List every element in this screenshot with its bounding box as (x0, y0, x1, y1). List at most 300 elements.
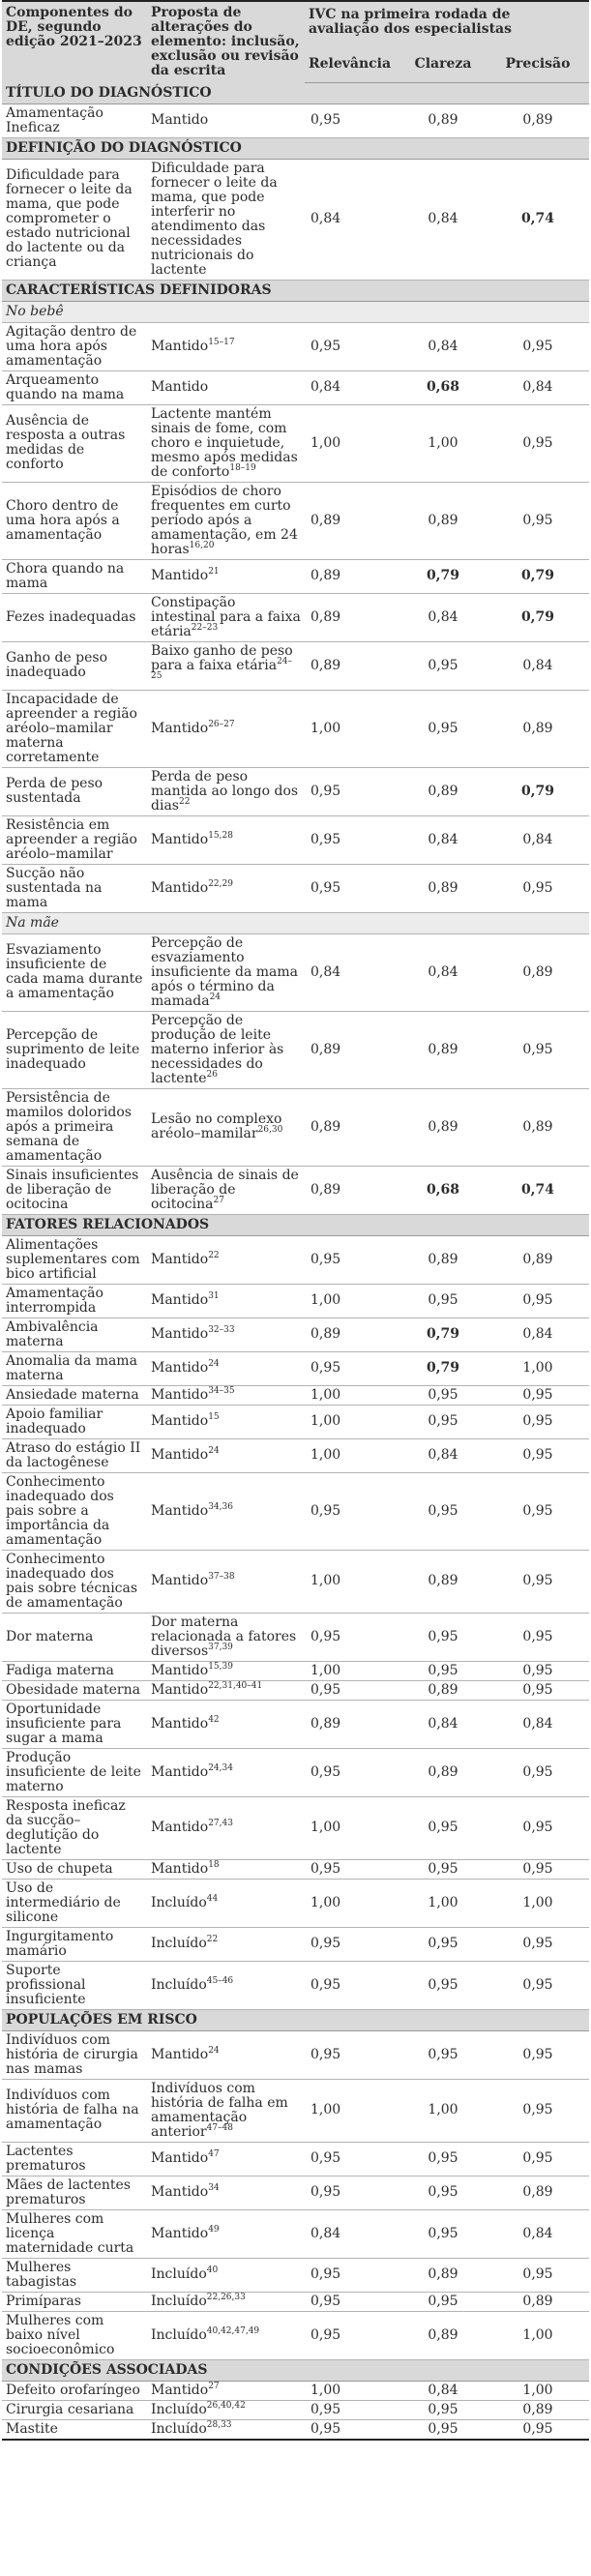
table-row (2, 2079, 589, 2142)
relevancia-value: 0,95 (305, 1613, 399, 1661)
reference-superscript: 45–46 (206, 1975, 234, 1986)
clareza-value: 0,95 (399, 641, 487, 690)
clareza-value: 0,89 (399, 482, 487, 559)
relevancia-value: 0,89 (305, 593, 399, 641)
proposal-cell (147, 322, 305, 370)
reference-superscript: 21 (208, 567, 220, 577)
proposal-cell (147, 2176, 305, 2209)
proposal-text: Ausência de sinais de liberação de ocitocina (151, 1167, 299, 1212)
clareza-value: 0,95 (399, 2176, 487, 2209)
component-cell: Uso de chupeta (2, 1859, 147, 1879)
proposal-cell (147, 1680, 305, 1700)
relevancia-value: 0,95 (305, 1859, 399, 1879)
header-components: Componentes do DE, segundo edição 2021–2023 (2, 1, 147, 82)
proposal-text: Mantido (151, 1662, 209, 1678)
reference-superscript: 22 (208, 1250, 220, 1260)
relevancia-value: 0,95 (305, 2258, 399, 2292)
section-heading: POPULAÇÕES EM RISCO (2, 2009, 589, 2030)
relevancia-value: 1,00 (305, 2381, 399, 2400)
relevancia-value: 1,00 (305, 1405, 399, 1438)
component-cell: Incapacidade de apreender a região aréolo–mamilar materna corretamente (2, 690, 147, 767)
proposal-text: Incluído (151, 2420, 207, 2437)
precisao-value: 0,79 (487, 767, 589, 815)
relevancia-value: 0,95 (305, 2311, 399, 2359)
header-relevancia: Relevância (305, 51, 399, 82)
relevancia-value: 0,89 (305, 1088, 399, 1166)
precisao-value: 0,74 (487, 1166, 589, 1214)
precisao-value: 0,84 (487, 370, 589, 404)
clareza-value: 0,95 (399, 2292, 487, 2311)
clareza-value: 0,95 (399, 1405, 487, 1438)
proposal-cell (147, 2142, 305, 2176)
proposal-text: Incluído (151, 2326, 207, 2343)
reference-superscript: 26,40,42 (206, 2400, 246, 2411)
component-cell: Oportunidade insuficiente para sugar a mama (2, 1700, 147, 1748)
proposal-text: Mantido (151, 2382, 209, 2398)
header-ivc: IVC na primeira rodada de avaliação dos especialistas (305, 1, 589, 51)
proposal-cell (147, 593, 305, 641)
relevancia-value: 1,00 (305, 1879, 399, 1927)
clareza-value: 0,95 (399, 1796, 487, 1859)
table-row (2, 1318, 589, 1351)
precisao-value: 1,00 (487, 1879, 589, 1927)
relevancia-value: 0,89 (305, 1700, 399, 1748)
component-cell: Ganho de peso inadequado (2, 641, 147, 690)
precisao-value: 0,89 (487, 933, 589, 1011)
proposal-text: Percepção de esvaziamento insuficiente da mama após o término da mamada (151, 934, 299, 1009)
proposal-cell (147, 1859, 305, 1879)
component-cell: Resposta ineficaz da sucção–deglutição do lactente (2, 1796, 147, 1859)
component-cell: Produção insuficiente de leite materno (2, 1748, 147, 1796)
table-row (2, 1700, 589, 1748)
clareza-value: 0,89 (399, 767, 487, 815)
proposal-text: Dor materna relacionada a fatores diversos (151, 1614, 297, 1659)
component-cell: Fezes inadequadas (2, 593, 147, 641)
table-row (2, 1438, 589, 1472)
section-heading-row (2, 2009, 589, 2030)
proposal-text: Incluído (151, 1976, 207, 1993)
proposal-cell (147, 1438, 305, 1472)
section-heading: FATORES RELACIONADOS (2, 1214, 589, 1235)
proposal-cell (147, 1927, 305, 1961)
proposal-cell (147, 370, 305, 404)
component-cell: Uso de intermediário de silicone (2, 1879, 147, 1927)
proposal-cell (147, 404, 305, 482)
table-row (2, 1284, 589, 1318)
clareza-value: 0,68 (399, 370, 487, 404)
proposal-cell (147, 1011, 305, 1088)
proposal-cell (147, 2030, 305, 2079)
precisao-value: 0,84 (487, 815, 589, 864)
proposal-cell (147, 1961, 305, 2009)
component-cell: Sucção não sustentada na mama (2, 864, 147, 912)
component-cell: Persistência de mamilos doloridos após a primeira semana de amamentação (2, 1088, 147, 1166)
reference-superscript: 26–27 (208, 719, 235, 729)
reference-superscript: 24–25 (151, 656, 293, 681)
table-row (2, 2030, 589, 2079)
component-cell: Conhecimento inadequado dos pais sobre técnicas de amamentação (2, 1550, 147, 1613)
table-row (2, 1385, 589, 1405)
proposal-cell (147, 2258, 305, 2292)
precisao-value: 0,95 (487, 1927, 589, 1961)
table-row (2, 2311, 589, 2359)
component-cell: Anomalia da mama materna (2, 1351, 147, 1385)
proposal-text: Dificuldade para fornecer o leite da mama, que pode interferir no atendimento das necessidades nutricionais do lactente (151, 160, 278, 278)
component-cell: Amamentação Ineficaz (2, 104, 147, 137)
proposal-cell (147, 1351, 305, 1385)
clareza-value: 0,95 (399, 2030, 487, 2079)
proposal-text: Mantido (151, 720, 209, 736)
table-row (2, 404, 589, 482)
relevancia-value: 0,95 (305, 767, 399, 815)
reference-superscript: 18 (208, 1859, 220, 1870)
table-row (2, 2292, 589, 2311)
proposal-cell (147, 1385, 305, 1405)
reference-superscript: 47 (208, 2149, 220, 2159)
proposal-text: Mantido (151, 1413, 209, 1429)
component-cell: Alimentações suplementares com bico artificial (2, 1235, 147, 1284)
proposal-cell (147, 933, 305, 1011)
proposal-text: Mantido (151, 1681, 209, 1698)
proposal-cell (147, 864, 305, 912)
clareza-value: 0,89 (399, 1680, 487, 1700)
clareza-value: 1,00 (399, 404, 487, 482)
relevancia-value: 0,89 (305, 641, 399, 690)
proposal-text: Indivíduos com história de falha em amamentação anterior (151, 2080, 288, 2140)
relevancia-value: 0,89 (305, 482, 399, 559)
table-row (2, 1961, 589, 2009)
clareza-value: 0,89 (399, 1748, 487, 1796)
component-cell: Defeito orofaríngeo (2, 2381, 147, 2400)
reference-superscript: 40,42,47,49 (206, 2325, 260, 2336)
proposal-cell (147, 2311, 305, 2359)
component-cell: Perda de peso sustentada (2, 767, 147, 815)
clareza-value: 0,95 (399, 1927, 487, 1961)
table-row (2, 1796, 589, 1859)
clareza-value: 0,89 (399, 2258, 487, 2292)
precisao-value: 0,95 (487, 404, 589, 482)
clareza-value: 0,95 (399, 690, 487, 767)
reference-superscript: 24 (208, 1446, 220, 1456)
precisao-value: 0,95 (487, 1748, 589, 1796)
table-row (2, 482, 589, 559)
proposal-text: Lesão no complexo aréolo–mamilar (151, 1111, 282, 1141)
precisao-value: 0,84 (487, 1700, 589, 1748)
relevancia-value: 0,84 (305, 933, 399, 1011)
clareza-value: 0,89 (399, 2311, 487, 2359)
table-row (2, 641, 589, 690)
reference-superscript: 15,28 (208, 830, 233, 841)
proposal-cell (147, 2079, 305, 2142)
component-cell: Agitação dentro de uma hora após amamentação (2, 322, 147, 370)
reference-superscript: 34–35 (208, 1385, 235, 1396)
relevancia-value: 1,00 (305, 1661, 399, 1680)
table-row (2, 767, 589, 815)
component-cell: Atraso do estágio II da lactogênese (2, 1438, 147, 1472)
clareza-value: 0,84 (399, 1438, 487, 1472)
table-row (2, 1235, 589, 1284)
clareza-value: 0,95 (399, 1961, 487, 2009)
table-row (2, 1613, 589, 1661)
proposal-text: Mantido (151, 2046, 209, 2062)
proposal-cell (147, 1796, 305, 1859)
proposal-cell (147, 1700, 305, 1748)
reference-superscript: 31 (208, 1291, 220, 1301)
reference-superscript: 40 (206, 2265, 219, 2275)
clareza-value: 0,89 (399, 1088, 487, 1166)
proposal-cell (147, 767, 305, 815)
precisao-value: 0,95 (487, 2079, 589, 2142)
precisao-value: 0,95 (487, 1550, 589, 1613)
proposal-cell (147, 1235, 305, 1284)
precisao-value: 0,84 (487, 2209, 589, 2258)
relevancia-value: 0,95 (305, 104, 399, 137)
section-heading-row (2, 137, 589, 159)
table-body (2, 82, 589, 2440)
section-heading-row (2, 82, 589, 104)
section-heading: CARACTERÍSTICAS DEFINIDORAS (2, 280, 589, 301)
clareza-value: 0,95 (399, 1859, 487, 1879)
relevancia-value: 0,89 (305, 1011, 399, 1088)
clareza-value: 0,89 (399, 104, 487, 137)
precisao-value: 0,95 (487, 1796, 589, 1859)
component-cell: Esvaziamento insuficiente de cada mama durante a amamentação (2, 933, 147, 1011)
component-cell: Mulheres com licença maternidade curta (2, 2209, 147, 2258)
component-cell: Amamentação interrompida (2, 1284, 147, 1318)
precisao-value: 0,95 (487, 2419, 589, 2440)
precisao-value: 0,95 (487, 1859, 589, 1879)
component-cell: Indivíduos com história de cirurgia nas mamas (2, 2030, 147, 2079)
proposal-text: Mantido (151, 1573, 209, 1588)
table-row (2, 2258, 589, 2292)
reference-superscript: 34 (208, 2183, 220, 2193)
section-heading-row (2, 2359, 589, 2381)
table-row (2, 1405, 589, 1438)
proposal-text: Mantido (151, 568, 209, 583)
reference-superscript: 27 (213, 1195, 224, 1205)
relevancia-value: 1,00 (305, 1796, 399, 1859)
header-clareza: Clareza (399, 51, 487, 82)
reference-superscript: 22 (178, 796, 191, 807)
relevancia-value: 1,00 (305, 1550, 399, 1613)
precisao-value: 0,95 (487, 1472, 589, 1550)
component-cell: Ausência de resposta a outras medidas de conforto (2, 404, 147, 482)
section-heading: CONDIÇÕES ASSOCIADAS (2, 2359, 589, 2381)
component-cell: Apoio familiar inadequado (2, 1405, 147, 1438)
table-row (2, 1011, 589, 1088)
reference-superscript: 26 (206, 1069, 218, 1080)
reference-superscript: 49 (208, 2224, 220, 2235)
proposal-text: Mantido (151, 1763, 209, 1780)
subsection-heading-row (2, 912, 589, 933)
clareza-value: 1,00 (399, 1879, 487, 1927)
component-cell: Arqueamento quando na mama (2, 370, 147, 404)
proposal-text: Perda de peso mantida ao longo dos dias (151, 768, 299, 814)
table-row (2, 1550, 589, 1613)
table-row (2, 370, 589, 404)
clareza-value: 0,89 (399, 1235, 487, 1284)
clareza-value: 0,84 (399, 815, 487, 864)
clareza-value: 0,89 (399, 1011, 487, 1088)
clareza-value: 0,95 (399, 1472, 487, 1550)
proposal-cell (147, 2419, 305, 2440)
precisao-value: 0,95 (487, 1438, 589, 1472)
table-row (2, 1088, 589, 1166)
proposal-cell (147, 2400, 305, 2419)
component-cell: Sinais insuficientes de liberação de ocitocina (2, 1166, 147, 1214)
table-row (2, 1748, 589, 1796)
table-header (2, 1, 589, 82)
proposal-cell (147, 690, 305, 767)
section-heading-row (2, 1214, 589, 1235)
relevancia-value: 0,95 (305, 1748, 399, 1796)
subsection-heading: No bebê (2, 301, 589, 322)
clareza-value: 0,79 (399, 1318, 487, 1351)
proposal-cell (147, 815, 305, 864)
reference-superscript: 44 (206, 1893, 219, 1904)
proposal-text: Constipação intestinal para a faixa etária (151, 594, 301, 639)
proposal-text: Mantido (151, 1502, 209, 1519)
precisao-value: 0,95 (487, 1661, 589, 1680)
reference-superscript: 15,39 (208, 1661, 233, 1672)
clareza-value: 0,95 (399, 2419, 487, 2440)
proposal-cell (147, 159, 305, 280)
component-cell: Mães de lactentes prematuros (2, 2176, 147, 2209)
relevancia-value: 0,95 (305, 2400, 399, 2419)
component-cell: Chora quando na mama (2, 559, 147, 593)
proposal-cell (147, 2381, 305, 2400)
header-precisao: Precisão (487, 51, 589, 82)
proposal-text: Incluído (151, 1936, 207, 1951)
relevancia-value: 0,84 (305, 370, 399, 404)
proposal-cell (147, 641, 305, 690)
precisao-value: 0,84 (487, 1318, 589, 1351)
precisao-value: 1,00 (487, 1351, 589, 1385)
clareza-value: 0,89 (399, 1550, 487, 1613)
relevancia-value: 0,89 (305, 1318, 399, 1351)
precisao-value: 0,89 (487, 2400, 589, 2419)
precisao-value: 0,89 (487, 1088, 589, 1166)
reference-superscript: 37–38 (208, 1572, 235, 1582)
subsection-heading-row (2, 301, 589, 322)
proposal-text: Mantido (151, 1251, 209, 1267)
reference-superscript: 22,26,33 (206, 2292, 246, 2302)
table-row (2, 1927, 589, 1961)
precisao-value: 0,79 (487, 593, 589, 641)
proposal-cell (147, 1748, 305, 1796)
reference-superscript: 34,36 (208, 1501, 233, 1512)
precisao-value: 0,95 (487, 1961, 589, 2009)
table-row (2, 2209, 589, 2258)
proposal-text: Baixo ganho de peso para a faixa etária (151, 642, 293, 673)
table-row (2, 322, 589, 370)
reference-superscript: 15–17 (208, 337, 235, 347)
table-row (2, 1859, 589, 1879)
precisao-value: 0,89 (487, 2176, 589, 2209)
component-cell: Dor materna (2, 1613, 147, 1661)
precisao-value: 1,00 (487, 2381, 589, 2400)
proposal-text: Mantido (151, 1715, 209, 1732)
component-cell: Suporte profissional insuficiente (2, 1961, 147, 2009)
proposal-text: Mantido (151, 379, 209, 395)
proposal-cell (147, 104, 305, 137)
table-row (2, 2176, 589, 2209)
proposal-cell (147, 1405, 305, 1438)
proposal-text: Mantido (151, 2150, 209, 2166)
clareza-value: 0,95 (399, 2400, 487, 2419)
clareza-value: 0,95 (399, 2142, 487, 2176)
proposal-cell (147, 1661, 305, 1680)
precisao-value: 0,95 (487, 1405, 589, 1438)
reference-superscript: 18–19 (229, 462, 256, 473)
precisao-value: 0,95 (487, 482, 589, 559)
reference-superscript: 28,33 (206, 2419, 232, 2430)
proposal-text: Incluído (151, 1894, 207, 1910)
component-cell: Lactentes prematuros (2, 2142, 147, 2176)
subsection-heading: Na mãe (2, 912, 589, 933)
proposal-text: Lactente mantém sinais de fome, com choro e inquietude, mesmo após medidas de conforto (151, 405, 298, 480)
component-cell: Indivíduos com história de falha na amamentação (2, 2079, 147, 2142)
precisao-value: 0,74 (487, 159, 589, 280)
proposal-text: Mantido (151, 879, 209, 896)
clareza-value: 0,95 (399, 1284, 487, 1318)
relevancia-value: 1,00 (305, 1438, 399, 1472)
clareza-value: 0,89 (399, 864, 487, 912)
clareza-value: 0,95 (399, 1385, 487, 1405)
reference-superscript: 22 (206, 1935, 219, 1944)
reference-superscript: 24 (209, 992, 222, 1002)
relevancia-value: 0,95 (305, 322, 399, 370)
clareza-value: 0,95 (399, 1661, 487, 1680)
precisao-value: 0,84 (487, 641, 589, 690)
relevancia-value: 0,95 (305, 864, 399, 912)
clareza-value: 0,84 (399, 159, 487, 280)
table-row (2, 815, 589, 864)
clareza-value: 0,79 (399, 1351, 487, 1385)
table-row (2, 2142, 589, 2176)
precisao-value: 0,89 (487, 1235, 589, 1284)
relevancia-value: 0,95 (305, 815, 399, 864)
precisao-value: 0,95 (487, 864, 589, 912)
proposal-text: Incluído (151, 2266, 207, 2282)
relevancia-value: 0,95 (305, 1472, 399, 1550)
clareza-value: 0,84 (399, 1700, 487, 1748)
reference-superscript: 24 (208, 2045, 220, 2056)
proposal-text: Incluído (151, 2293, 207, 2309)
proposal-cell (147, 1284, 305, 1318)
ivc-table (2, 0, 589, 2441)
reference-superscript: 26,30 (257, 1125, 283, 1135)
component-cell: Ambivalência materna (2, 1318, 147, 1351)
precisao-value: 0,79 (487, 559, 589, 593)
clareza-value: 0,68 (399, 1166, 487, 1214)
table-row (2, 1472, 589, 1550)
proposal-text: Mantido (151, 1447, 209, 1463)
reference-superscript: 24 (208, 1359, 220, 1369)
relevancia-value: 0,95 (305, 1680, 399, 1700)
proposal-text: Mantido (151, 338, 209, 354)
precisao-value: 0,89 (487, 690, 589, 767)
section-heading: TÍTULO DO DIAGNÓSTICO (2, 82, 589, 104)
precisao-value: 0,95 (487, 2258, 589, 2292)
table-row (2, 933, 589, 1011)
header-proposal: Proposta de alterações do elemento: inclusão, exclusão ou revisão da escrita (147, 1, 305, 82)
table-row (2, 2381, 589, 2400)
component-cell: Primíparas (2, 2292, 147, 2311)
table-row (2, 1166, 589, 1214)
section-heading: DEFINIÇÃO DO DIAGNÓSTICO (2, 137, 589, 159)
relevancia-value: 0,95 (305, 2292, 399, 2311)
